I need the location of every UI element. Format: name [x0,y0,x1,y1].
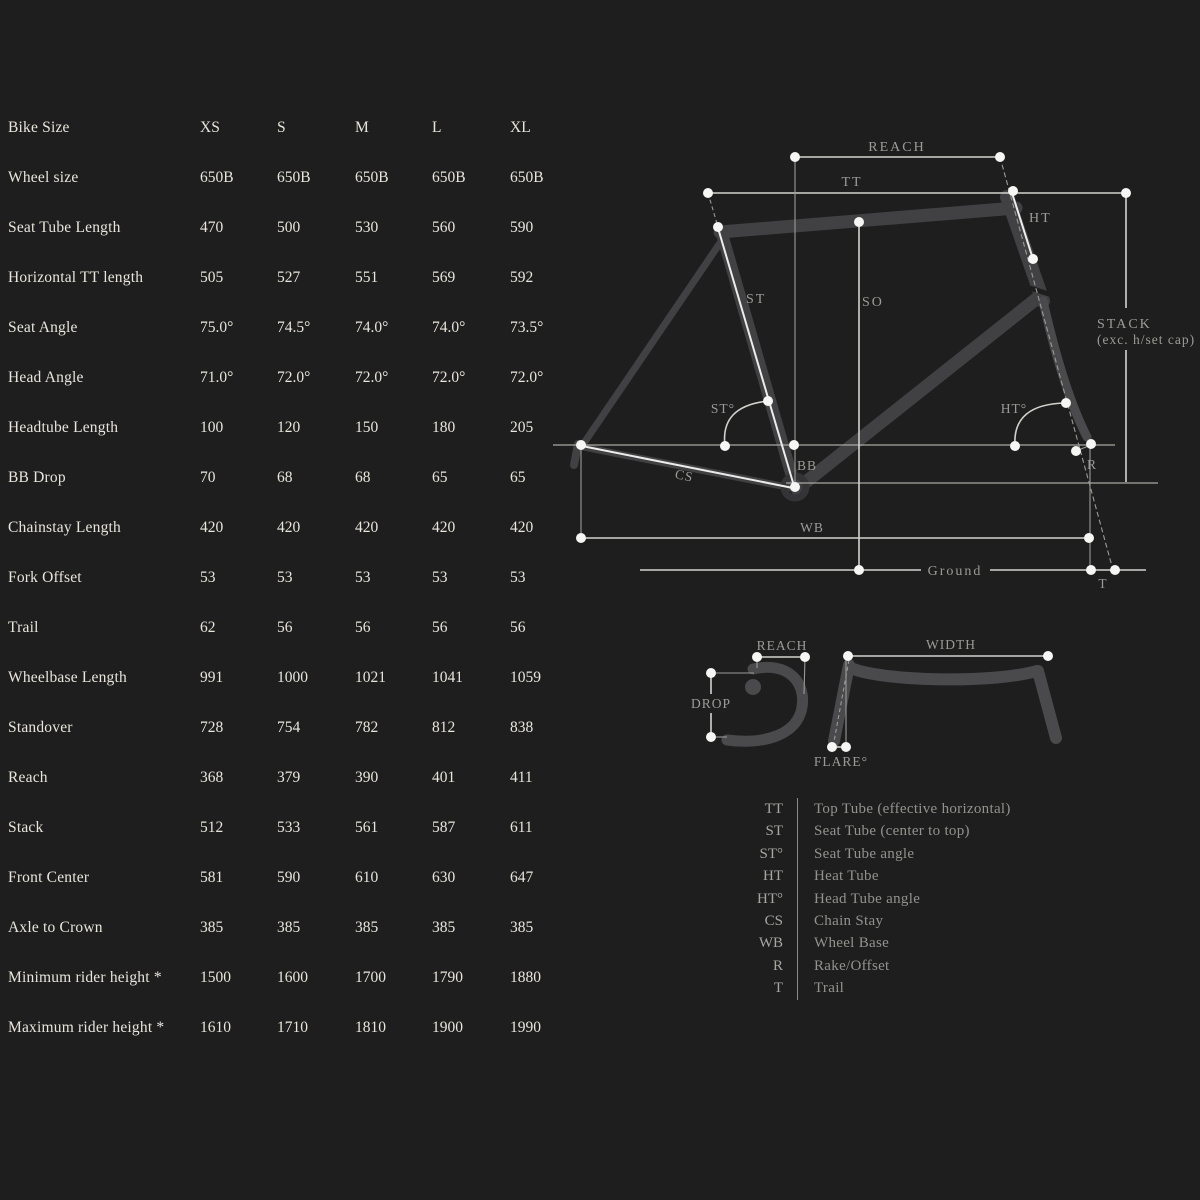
cell-value: 650B [510,169,544,186]
cell-value: 500 [277,219,301,236]
wb-label: WB [800,520,824,535]
cell-value: 650B [200,169,234,186]
cell-value: S [277,119,286,136]
row-label: Wheelbase Length [8,669,127,686]
cell-value: 74.0° [355,319,389,336]
stack-label: STACK [1097,317,1152,332]
cell-value: 385 [355,919,379,936]
row-label: Seat Angle [8,319,78,336]
legend-row [733,888,1011,910]
handlebar-side-view [727,667,803,741]
cell-value: M [355,119,369,136]
cell-value: 100 [200,419,224,436]
legend-desc: Wheel Base [797,932,889,954]
row-label: BB Drop [8,469,66,486]
legend-desc: Top Tube (effective horizontal) [797,798,1011,820]
cell-value: 1900 [432,1019,463,1036]
cell-value: L [432,119,442,136]
cell-value: 1610 [200,1019,231,1036]
legend-abbr: HT [763,868,783,885]
stack-note-label: (exc. h/set cap) [1097,332,1196,347]
cell-value: 411 [510,769,533,786]
legend-abbr: T [773,980,783,997]
cell-value: 62 [200,619,216,636]
handlebar-front-view [851,668,1037,679]
cell-value: 650B [432,169,466,186]
row-label: Stack [8,819,44,836]
row-label: Axle to Crown [8,919,103,936]
legend-row [733,977,1011,999]
cell-value: 581 [200,869,224,886]
cell-value: 530 [355,219,379,236]
frame-measurements [553,140,1195,591]
cell-value: 587 [432,819,456,836]
ht-label: HT [1029,211,1052,226]
legend-desc: Seat Tube angle [797,843,914,865]
ground-label: Ground [927,564,983,579]
handlebar-measurements [691,637,1053,769]
legend-row [733,820,1011,842]
cell-value: 420 [355,519,379,536]
cell-value: 74.0° [432,319,466,336]
bar-drop-label: DROP [690,696,732,711]
cell-value: 590 [277,869,301,886]
cell-value: 420 [510,519,534,536]
cell-value: 150 [355,419,379,436]
legend-desc: Head Tube angle [797,888,920,910]
bar-flare-label: FLARE° [813,754,869,769]
cell-value: 68 [355,469,371,486]
st-angle-label: ST° [710,401,736,416]
handlebar-drawing [727,665,1056,741]
cell-value: 991 [200,669,224,686]
bar-reach-label: REACH [756,638,808,653]
row-label: Minimum rider height * [8,969,162,986]
cell-value: 385 [277,919,301,936]
cell-value: 812 [432,719,456,736]
row-label: Horizontal TT length [8,269,144,286]
cell-value: 1880 [510,969,541,986]
cell-value: 1700 [355,969,386,986]
cell-value: 53 [200,569,216,586]
cell-value: 650B [277,169,311,186]
cell-value: 385 [200,919,224,936]
cell-value: 72.0° [355,369,389,386]
legend-abbr: TT [764,801,783,817]
cell-value: 569 [432,269,456,286]
so-label: SO [862,295,884,310]
cell-value: 120 [277,419,301,436]
cell-value: 385 [432,919,456,936]
cell-value: 470 [200,219,224,236]
legend-desc: Rake/Offset [797,955,890,977]
cell-value: 72.0° [277,369,311,386]
cell-value: 1810 [355,1019,386,1036]
cell-value: 56 [355,619,371,636]
row-label: Seat Tube Length [8,219,121,236]
st-label: ST [746,292,767,307]
cs-label: CS [673,466,695,485]
cell-value: 1021 [355,669,386,686]
cell-value: 56 [432,619,448,636]
legend [733,798,1011,1000]
cell-value: 56 [277,619,293,636]
cell-value: 551 [355,269,379,286]
cell-value: 533 [277,819,301,836]
bb-label: BB [797,458,818,473]
cell-value: 505 [200,269,224,286]
row-label: Fork Offset [8,569,82,586]
row-label: Wheel size [8,169,79,186]
cell-value: 650B [355,169,389,186]
legend-desc: Seat Tube (center to top) [797,820,970,842]
row-label: Reach [8,769,48,786]
row-label: Maximum rider height * [8,1019,165,1036]
cell-value: 1600 [277,969,308,986]
cell-value: 53 [510,569,526,586]
legend-row [733,955,1011,977]
row-label: Front Center [8,869,90,886]
row-label: Trail [8,619,39,636]
cell-value: 180 [432,419,456,436]
cell-value: 512 [200,819,224,836]
legend-row [733,798,1011,820]
cell-value: 73.5° [510,319,544,336]
legend-row [733,865,1011,887]
cell-value: 385 [510,919,534,936]
cell-value: XL [510,119,531,136]
cell-value: 420 [200,519,224,536]
cell-value: 1990 [510,1019,541,1036]
row-label: Chainstay Length [8,519,121,536]
cell-value: 590 [510,219,534,236]
cell-value: 401 [432,769,456,786]
bar-width-label: WIDTH [926,637,976,652]
cell-value: 630 [432,869,456,886]
legend-row [733,932,1011,954]
cell-value: 368 [200,769,224,786]
fork-blade [1043,301,1087,437]
cell-value: 70 [200,469,216,486]
cell-value: 420 [277,519,301,536]
legend-desc: Chain Stay [797,910,883,932]
cell-value: 65 [432,469,448,486]
cell-value: 72.0° [510,369,544,386]
cell-value: 592 [510,269,534,286]
cell-value: 1790 [432,969,463,986]
ht-angle-label: HT° [1000,401,1028,416]
legend-abbr: HT° [757,890,783,907]
row-label: Bike Size [8,119,70,136]
cell-value: 560 [432,219,456,236]
cell-value: 1710 [277,1019,308,1036]
cell-value: 205 [510,419,534,436]
cell-value: 1000 [277,669,308,686]
cell-value: 647 [510,869,534,886]
legend-abbr: R [772,957,783,974]
cell-value: 611 [510,819,533,836]
legend-abbr: CS [764,913,783,930]
legend-abbr: WB [758,935,783,952]
row-label: Head Angle [8,369,84,386]
cell-value: 71.0° [200,369,234,386]
row-label: Standover [8,719,73,736]
cell-value: 1059 [510,669,541,686]
legend-desc: Heat Tube [797,865,879,887]
cell-value: 379 [277,769,301,786]
down-tube [797,296,1040,489]
cell-value: XS [200,119,220,136]
seat-stay [582,243,720,446]
cell-value: 53 [432,569,448,586]
bike-frame-drawing [574,197,1087,498]
cell-value: 390 [355,769,379,786]
legend-row [733,910,1011,932]
legend-abbr: ST° [759,845,783,862]
legend-abbr: ST [765,823,783,840]
cell-value: 527 [277,269,301,286]
cell-value: 74.5° [277,319,311,336]
cell-value: 754 [277,719,301,736]
trail-label: T [1098,576,1108,591]
cell-value: 561 [355,819,379,836]
reach-label: REACH [868,140,926,155]
cell-value: 53 [355,569,371,586]
cell-value: 56 [510,619,526,636]
cell-value: 782 [355,719,379,736]
cell-value: 53 [277,569,293,586]
rake-label: R [1087,457,1098,472]
cell-value: 72.0° [432,369,466,386]
legend-row [733,843,1011,865]
legend-desc: Trail [797,977,844,999]
cell-value: 610 [355,869,379,886]
row-label: Headtube Length [8,419,119,436]
brake-hood [745,679,761,695]
cell-value: 68 [277,469,293,486]
cell-value: 1041 [432,669,463,686]
top-tube [720,208,1016,232]
tt-label: TT [841,175,863,190]
cell-value: 728 [200,719,224,736]
cell-value: 75.0° [200,319,234,336]
right-drop [1038,671,1056,738]
cell-value: 1500 [200,969,231,986]
cell-value: 838 [510,719,534,736]
cell-value: 65 [510,469,526,486]
cell-value: 420 [432,519,456,536]
